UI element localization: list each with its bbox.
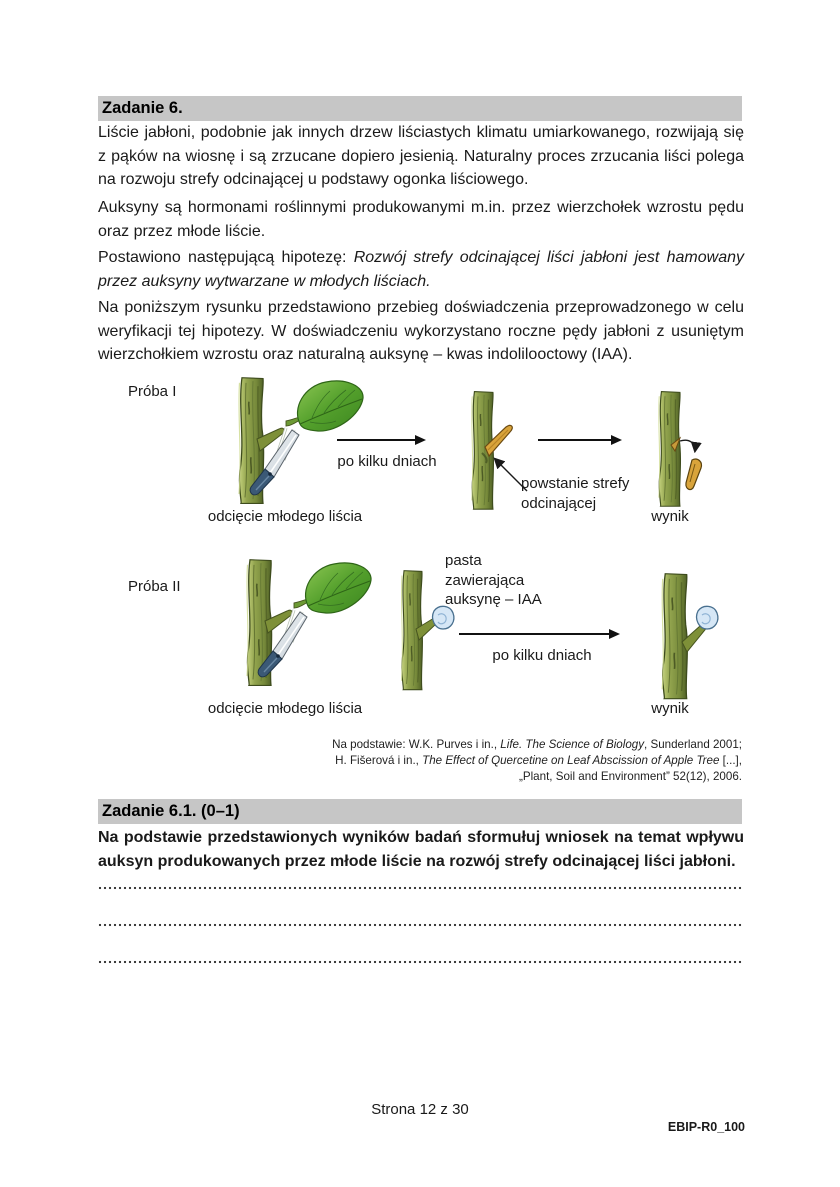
trial2-arrow <box>459 633 609 635</box>
trial1-arrow-2 <box>538 439 611 441</box>
task61-header-bar <box>98 799 742 824</box>
stem-graphic <box>662 574 687 699</box>
task6-paragraph-4: Na poniższym rysunku przedstawiono przebieg doświadczenia przeprowadzonego w celu weryfikacji tej hipotezy. W doświadczeniu wykorzystano roczne pędy jabłoni z usuniętym wierzchołkiem wzrostu oraz naturalną auksynę – kwas indolilooctowy (IAA). <box>98 299 744 363</box>
trial2-after-days-label: po kilku dniach <box>492 647 592 664</box>
trial1-label: Próba I <box>128 383 177 400</box>
trial2-label: Próba II <box>128 578 181 595</box>
task61-header-label: Zadanie 6.1. (0–1) <box>102 802 240 820</box>
abscission-zone-label: powstanie strefy odcinającej <box>521 475 630 512</box>
leaf-graphic <box>286 381 363 431</box>
paste-label: pasta zawierająca auksynę – IAA <box>445 552 542 608</box>
page-number: Strona 12 z 30 <box>371 1101 469 1118</box>
answer-line-3 <box>98 960 742 964</box>
citation-line-2: H. Fišerová i in., The Effect of Quercetine on Leaf Abscission of Apple Tree [...], <box>335 753 742 767</box>
hypothesis-intro: Postawiono następującą hipotezę: <box>98 249 354 266</box>
citation-line-3: „Plant, Soil and Environment” 52(12), 2006. <box>519 769 742 783</box>
trial1-result-label: wynik <box>651 508 689 525</box>
stem-graphic <box>659 392 681 507</box>
task6-paragraph-1: Liście jabłoni, podobnie jak innych drzew liściastych klimatu umiarkowanego, rozwijają się z pąków na wiosnę i są zrzucane dopiero jesienią. Naturalny proces zrzucania liści polega na rozwoju strefy odcinającej u podstawy ogonka liściowego. <box>98 124 744 188</box>
task6-header-label: Zadanie 6. <box>102 99 183 117</box>
task6-paragraph-3 <box>98 246 744 293</box>
task6-paragraph-2: Auksyny są hormonami roślinnymi produkowanymi m.in. przez wierzchołek wzrostu pędu oraz przez młode liście. <box>98 199 744 240</box>
auxin-paste-graphic <box>433 606 454 629</box>
auxin-paste-graphic <box>697 606 718 629</box>
task61-prompt: Na podstawie przedstawionych wyników badań sformułuj wniosek na temat wpływu auksyn produkowanych przez młode liście na rozwój strefy odcinającej liści jabłoni. <box>98 829 744 870</box>
leaf-graphic <box>294 563 371 613</box>
source-citation <box>98 737 742 784</box>
trial1-cut-caption: odcięcie młodego liścia <box>207 508 363 525</box>
falling-arrow <box>680 440 695 451</box>
exam-code: EBIP-R0_100 <box>667 1120 745 1134</box>
trial1-arrow-1 <box>337 439 415 441</box>
citation-line-1: Na podstawie: W.K. Purves i in., Life. The Science of Biology, Sunderland 2001; <box>332 738 742 751</box>
trial2-result-illustration <box>646 572 724 700</box>
trial2-cut-caption: odcięcie młodego liścia <box>207 700 363 717</box>
trial1-after-days-label: po kilku dniach <box>337 453 437 470</box>
task6-header-bar <box>98 96 742 121</box>
detached-petiole-graphic <box>686 459 702 489</box>
trial1-result-illustration <box>646 390 710 508</box>
trial2-result-label: wynik <box>651 700 689 717</box>
hypothesis-text: Rozwój strefy odcinającej liści jabłoni jest hamowany przez auksyny wytwarzane w młodych liściach. <box>98 249 744 290</box>
trial2-cut-illustration <box>230 556 380 688</box>
answer-line-2 <box>98 923 742 927</box>
answer-line-1 <box>98 886 742 890</box>
